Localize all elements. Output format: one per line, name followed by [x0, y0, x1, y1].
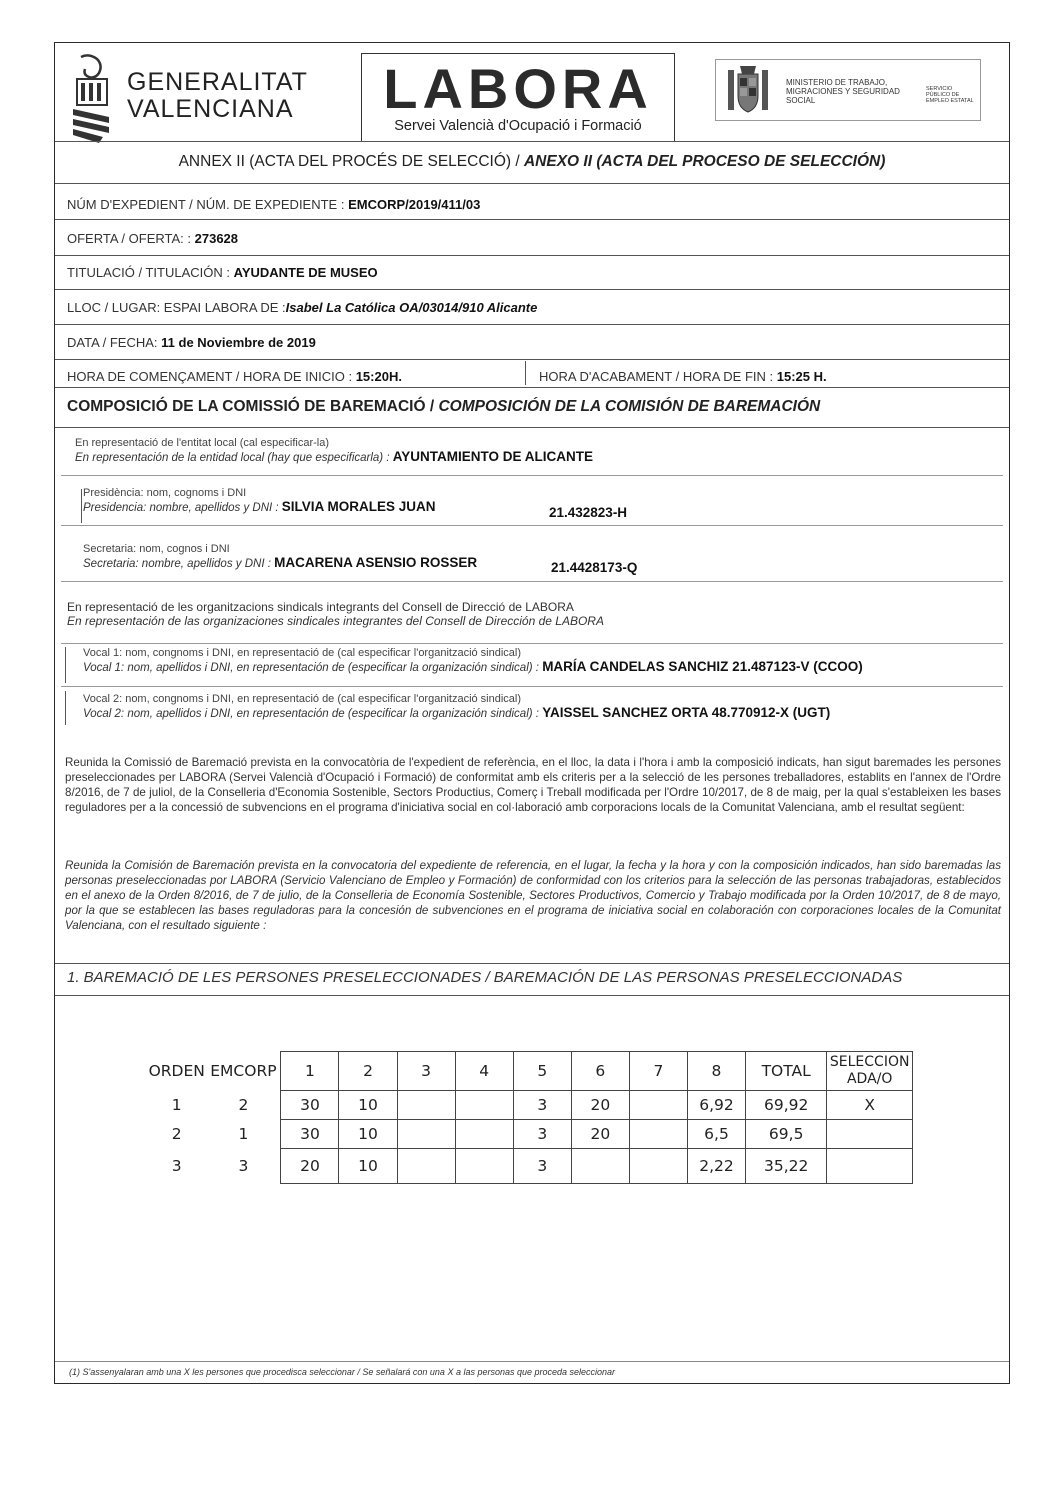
- table-cell: [397, 1149, 455, 1184]
- table-cell: 10: [339, 1149, 397, 1184]
- fecha-value: 11 de Noviembre de 2019: [161, 335, 316, 350]
- table-cell: 69,5: [746, 1120, 827, 1149]
- sindical-block: En representació de les organitzacions sindicals integrants del Consell de Direcció de LABORA En representación de las organizaciones sindicales integrantes del Consell de Dirección de LABORA: [67, 600, 604, 628]
- table-cell: [397, 1091, 455, 1120]
- table-cell: 2: [238, 1096, 249, 1114]
- table-row: [147, 1149, 913, 1184]
- presidencia-block: Presidència: nom, cognoms i DNI Presidencia: nombre, apellidos y DNI : SILVIA MORALES JUAN: [83, 487, 436, 514]
- fecha-row: DATA / FECHA: 11 de Noviembre de 2019: [67, 335, 316, 350]
- paragraph-castellano: Reunida la Comisión de Baremación prevista en la convocatoria del expediente de referencia, en el lugar, la fecha y la hora y con la composición indicados, han sido baremadas las personas preseleccionadas por LABORA (Servicio Valenciano de Empleo y Formación) de conformidad con los criterios para la selección de las personas trabajadoras, establecidos en el anexo de la Orden 8/2016, de 7 de julio, de la Conselleria de Economía Sostenible, Sectores Productivos, Comercio y Trabajo modificada por la Orden 10/2017, de 8 de mayo, por la que se establecen las bases reguladoras para la concesión de subvenciones en el programa de iniciativa social en colaboración con corporaciones locales de la Comunitat Valenciana, con el resultado siguiente :: [65, 859, 1001, 932]
- hora-inicio-row: HORA DE COMENÇAMENT / HORA DE INICIO : 15:20H.: [67, 369, 402, 384]
- table-cell: 3: [171, 1157, 182, 1175]
- secretaria-name: MACARENA ASENSIO ROSSER: [274, 555, 478, 570]
- lugar-row: LLOC / LUGAR: ESPAI LABORA DE :Isabel La Católica OA/03014/910 Alicante: [67, 300, 538, 315]
- table-cell: 3: [238, 1157, 249, 1175]
- labora-subtitle: Servei Valencià d'Ocupació i Formació: [394, 118, 642, 134]
- ministerio-logo: [715, 59, 981, 121]
- expediente-value: EMCORP/2019/411/03: [348, 197, 481, 212]
- table-cell: 20: [281, 1149, 339, 1184]
- comision-title: COMPOSICIÓ DE LA COMISSIÓ DE BAREMACIÓ / COMPOSICIÓN DE LA COMISIÓN DE BAREMACIÓN: [67, 398, 821, 415]
- sepe-name: SERVICIO PÚBLICO DE EMPLEO ESTATAL: [926, 86, 974, 104]
- table-cell: 30: [281, 1091, 339, 1120]
- gv-line2: VALENCIANA: [127, 95, 294, 123]
- expediente-row: NÚM D'EXPEDIENT / NÚM. DE EXPEDIENTE : EMCORP/2019/411/03: [67, 197, 481, 212]
- table-cell: 10: [339, 1120, 397, 1149]
- generalitat-logo-icon: [69, 53, 119, 143]
- entidad-value: AYUNTAMIENTO DE ALICANTE: [392, 449, 593, 464]
- table-cell: 10: [339, 1091, 397, 1120]
- presidencia-dni: 21.432823-H: [549, 505, 628, 520]
- table-header-cell: 5: [513, 1052, 571, 1091]
- entidad-block: En representació de l'entitat local (cal especificar-la) En representación de la entidad local (hay que especificarla) : AYUNTAMIENTO DE ALICANTE: [75, 437, 593, 464]
- table-cell: [571, 1149, 629, 1184]
- table-cell: 3: [513, 1091, 571, 1120]
- presidencia-name: SILVIA MORALES JUAN: [281, 499, 436, 514]
- table-cell: 3: [513, 1120, 571, 1149]
- oferta-row: OFERTA / OFERTA: : 273628: [67, 231, 239, 246]
- footnote: (1) S'assenyalaran amb una X les persones que procedisca seleccionar / Se señalará con una X a las personas que proceda seleccionar: [69, 1367, 616, 1377]
- table-header-cell: SELECCION ADA/O: [827, 1052, 913, 1091]
- table-cell: 20: [571, 1120, 629, 1149]
- table-cell: 6,5: [687, 1120, 745, 1149]
- table-cell: [629, 1091, 687, 1120]
- table-cell: [397, 1120, 455, 1149]
- baremacion-table: [147, 1051, 913, 1184]
- labora-logo: [361, 53, 675, 142]
- page-title: ANNEX II (ACTA DEL PROCÉS DE SELECCIÓ) / ANEXO II (ACTA DEL PROCESO DE SELECCIÓN): [178, 153, 886, 170]
- table-cell: 1: [238, 1125, 249, 1143]
- table-row: [147, 1120, 913, 1149]
- table-cell: 69,92: [746, 1091, 827, 1120]
- table-header-cell: 7: [629, 1052, 687, 1091]
- vocal1-value: MARÍA CANDELAS SANCHIZ 21.487123-V (CCOO): [542, 659, 863, 674]
- table-header-cell: 1: [281, 1052, 339, 1091]
- section-baremacion-title: 1. BAREMACIÓ DE LES PERSONES PRESELECCIONADES / BAREMACIÓN DE LAS PERSONAS PRESELECCIONADAS: [67, 969, 903, 986]
- table-cell: X: [827, 1091, 913, 1120]
- table-header-cell: 4: [455, 1052, 513, 1091]
- table-cell: 35,22: [746, 1149, 827, 1184]
- table-cell: 1: [171, 1096, 182, 1114]
- table-header-cell: TOTAL: [746, 1052, 827, 1091]
- vocal2-block: Vocal 2: nom, congnoms i DNI, en representació de (cal especificar l'organització sindical) Vocal 2: nom, apellidos i DNI, en representación de (especificar la organización sindical) : YAISSEL SANCHEZ ORTA 48.770912-X (UGT): [83, 693, 831, 720]
- vocal2-value: YAISSEL SANCHEZ ORTA 48.770912-X (UGT): [542, 705, 831, 720]
- table-cell: 2,22: [687, 1149, 745, 1184]
- oferta-value: 273628: [194, 231, 239, 246]
- titulacion-row: TITULACIÓ / TITULACIÓN : AYUDANTE DE MUSEO: [67, 265, 378, 280]
- hora-fin-row: HORA D'ACABAMENT / HORA DE FIN : 15:25 H.: [539, 369, 827, 384]
- gv-line1: GENERALITAT: [127, 68, 308, 96]
- generalitat-name: [127, 69, 308, 123]
- lugar-value: Isabel La Católica OA/03014/910 Alicante: [285, 300, 538, 315]
- secretaria-block: Secretaria: nom, cognos i DNI Secretaria: nombre, apellidos y DNI : MACARENA ASENSIO ROSSER: [83, 543, 478, 570]
- table-header-cell: ORDEN: [148, 1062, 205, 1080]
- table-cell: 2: [171, 1125, 182, 1143]
- table-header-cell: 3: [397, 1052, 455, 1091]
- table-cell: 20: [571, 1091, 629, 1120]
- paragraph-valenciano: Reunida la Comissió de Baremació prevista en la convocatòria de l'expedient de referència, en el lloc, la data i l'hora i amb la composició indicats, han sigut baremades les persones preseleccionades per LABORA (Servei Valencià d'Ocupació i Formació) de conformitat amb els criteris per a la selecció de les persones treballadores, establits en l'annex de l'Ordre 8/2016, de 7 de juliol, de la Conselleria d'Economia Sostenible, Sectors Productius, Comerç i Treball modificada per l'Ordre 10/2017, de 8 de maig, per la qual s'estableixen les bases reguladores per a la concessió de subvencions en el programa d'iniciativa social en col·laboració amb corporacions locals de la Comunitat Valenciana, amb el resultat següent:: [65, 756, 1001, 814]
- spain-coat-of-arms-icon: [726, 64, 770, 116]
- table-header-row: [147, 1052, 913, 1091]
- table-cell: 6,92: [687, 1091, 745, 1120]
- table-cell: 3: [513, 1149, 571, 1184]
- hora-fin-value: 15:25 H.: [776, 369, 827, 384]
- table-header-cell: 6: [571, 1052, 629, 1091]
- labora-title: LABORA: [383, 57, 653, 120]
- table-cell: [827, 1120, 913, 1149]
- table-cell: 30: [281, 1120, 339, 1149]
- hora-inicio-value: 15:20H.: [355, 369, 402, 384]
- table-cell: [629, 1120, 687, 1149]
- vocal1-block: Vocal 1: nom, congnoms i DNI, en representació de (cal especificar l'organització sindical) Vocal 1: nom, apellidos i DNI, en representación de (especificar la organización sindical) : MARÍA CANDELAS SANCHIZ 21.487123-V (CCOO): [83, 647, 863, 674]
- table-header-cell: EMCORP: [210, 1062, 277, 1080]
- table-cell: [455, 1149, 513, 1184]
- secretaria-dni: 21.4428173-Q: [551, 560, 638, 575]
- table-cell: [827, 1149, 913, 1184]
- table-cell: [629, 1149, 687, 1184]
- document-frame: [54, 42, 1010, 1384]
- table-header-cell: 8: [687, 1052, 745, 1091]
- titulacion-value: AYUDANTE DE MUSEO: [233, 265, 378, 280]
- ministerio-name: MINISTERIO DE TRABAJO, MIGRACIONES Y SEGURIDAD SOCIAL: [786, 78, 900, 105]
- table-header-cell: 2: [339, 1052, 397, 1091]
- table-cell: [455, 1120, 513, 1149]
- table-cell: [455, 1091, 513, 1120]
- table-row: [147, 1091, 913, 1120]
